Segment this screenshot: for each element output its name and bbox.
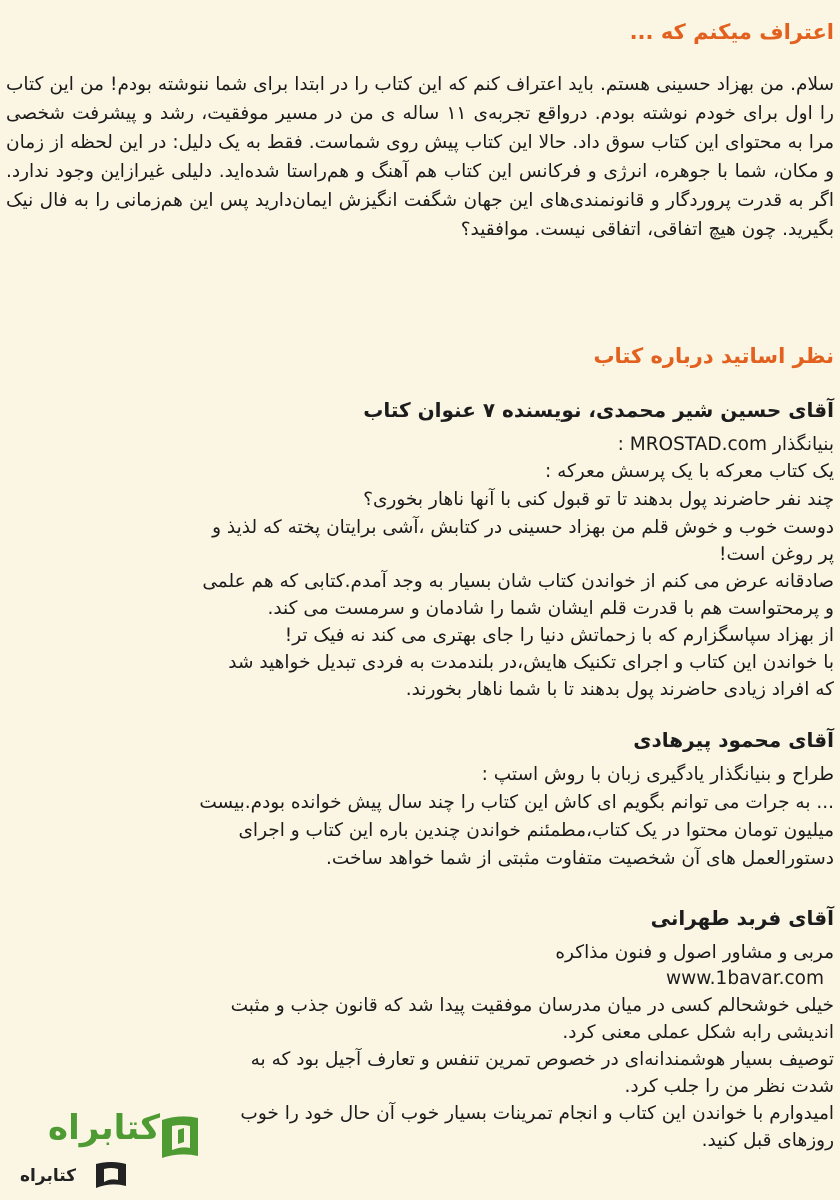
reviewer-1-line: که افراد زیادی حاضرند پول بدهند تا با شما ناهار بخورند. bbox=[405, 679, 834, 700]
reviewer-1-line: از بهزاد سپاسگزارم که با زحماتش دنیا را جای بهتری می کند نه فیک تر! bbox=[284, 625, 834, 646]
reviewer-1-line: پر روغن است! bbox=[719, 544, 834, 565]
watermark-logo bbox=[8, 1100, 208, 1195]
reviewer-3-line: توصیف بسیار هوشمندانه‌ای در خصوص تمرین تنفس و تعارف آجیل بود که به bbox=[250, 1049, 834, 1070]
intro-paragraph: سلام. من بهزاد حسینی هستم. باید اعتراف کنم که این کتاب را در ابتدا برای شما ننوشته بودم! من این کتاب را اول برای خودم نوشته بودم. درواقع تجربه‌ی ۱۱ ساله ی من در مسیر موفقیت، رشد و پیشرفت شخصی مرا به محتوای این کتاب سوق داد. حالا این کتاب پیش روی شماست. فقط به یک دلیل: در این لحظه از زمان و مکان، شما با جوهره، انرژی و فرکانس این کتاب هم آهنگ و هم‌راستا شده‌اید. دلیلی غیرازاین وجود ندارد. اگر به قدرت پروردگار و قانونمندی‌های این جهان شگفت انگیزش ایمان‌دارید پس این هم‌زمانی را به فال نیک بگیرید. چون هیچ اتفاقی، اتفاقی نیست. موافقید؟ bbox=[6, 74, 834, 240]
reviewer-1-name: آقای حسین شیر محمدی، نویسنده ۷ عنوان کتاب bbox=[363, 398, 834, 422]
reviewer-1-line: دوست خوب و خوش قلم من بهزاد حسینی در کتابش ،آشی برایتان پخته که لذیذ و bbox=[212, 517, 834, 538]
reviewer-3-line: امیدوارم با خواندن این کتاب و انجام تمرینات بسیار خوب آن حال خود را خوب bbox=[240, 1103, 834, 1124]
reviewer-3-role: مربی و مشاور اصول و فنون مذاکره bbox=[555, 942, 834, 963]
reviewer-2-line: میلیون تومان محتوا در یک کتاب،مطمئنم خواندن چندین باره این کتاب و اجرای bbox=[238, 820, 834, 841]
reviewer-2-line: طراح و بنیانگذار یادگیری زبان با روش استپ : bbox=[481, 764, 834, 785]
reviewer-1-line: یک کتاب معرکه با یک پرسش معرکه : bbox=[544, 461, 834, 482]
reviewer-2-name: آقای محمود پیرهادی bbox=[633, 728, 834, 752]
book-leaf-icon bbox=[158, 1112, 202, 1164]
reviewer-3-website: www.1bavar.com bbox=[665, 968, 824, 989]
reviews-heading: نظر اساتید درباره کتاب bbox=[593, 344, 834, 368]
logo-brand-large: کتابراه bbox=[48, 1108, 161, 1148]
confession-heading: اعتراف میکنم که ... bbox=[629, 20, 834, 44]
reviewer-1-line: چند نفر حاضرند پول بدهند تا تو قبول کنی با آنها ناهار بخوری؟ bbox=[363, 489, 834, 510]
reviewer-1-line: صادقانه عرض می کنم از خواندن کتاب شان بسیار به وجد آمدم.کتابی که هم علمی bbox=[202, 571, 834, 592]
small-book-icon bbox=[94, 1160, 128, 1190]
reviewer-1-line: با خواندن این کتاب و اجرای تکنیک هایش،در بلندمدت به فردی تبدیل خواهید شد bbox=[228, 652, 834, 673]
reviewer-3-line: خیلی خوشحالم کسی در میان مدرسان موفقیت پیدا شد که قانون جذب و مثبت bbox=[230, 995, 834, 1016]
logo-brand-small: کتابراه bbox=[20, 1166, 77, 1186]
reviewer-2-line: دستورالعمل های آن شخصیت متفاوت مثبتی از شما خواهد ساخت. bbox=[325, 848, 834, 869]
reviewer-3-name: آقای فربد طهرانی bbox=[650, 906, 834, 930]
reviewer-2-line: ... به جرات می توانم بگویم ای کاش این کتاب را چند سال پیش خوانده بودم.بیست bbox=[199, 792, 834, 813]
reviewer-3-line: شدت نظر من را جلب کرد. bbox=[624, 1076, 834, 1097]
reviewer-1-line: و پرمحتواست هم با قدرت قلم ایشان شما را شادمان و سرمست می کند. bbox=[267, 598, 834, 619]
reviewer-3-line: روزهای قبل کنید. bbox=[701, 1130, 834, 1151]
reviewer-3-line: اندیشی رابه شکل عملی معنی کرد. bbox=[562, 1022, 834, 1043]
reviewer-1-line: بنیانگذار MROSTAD.com : bbox=[617, 434, 834, 455]
